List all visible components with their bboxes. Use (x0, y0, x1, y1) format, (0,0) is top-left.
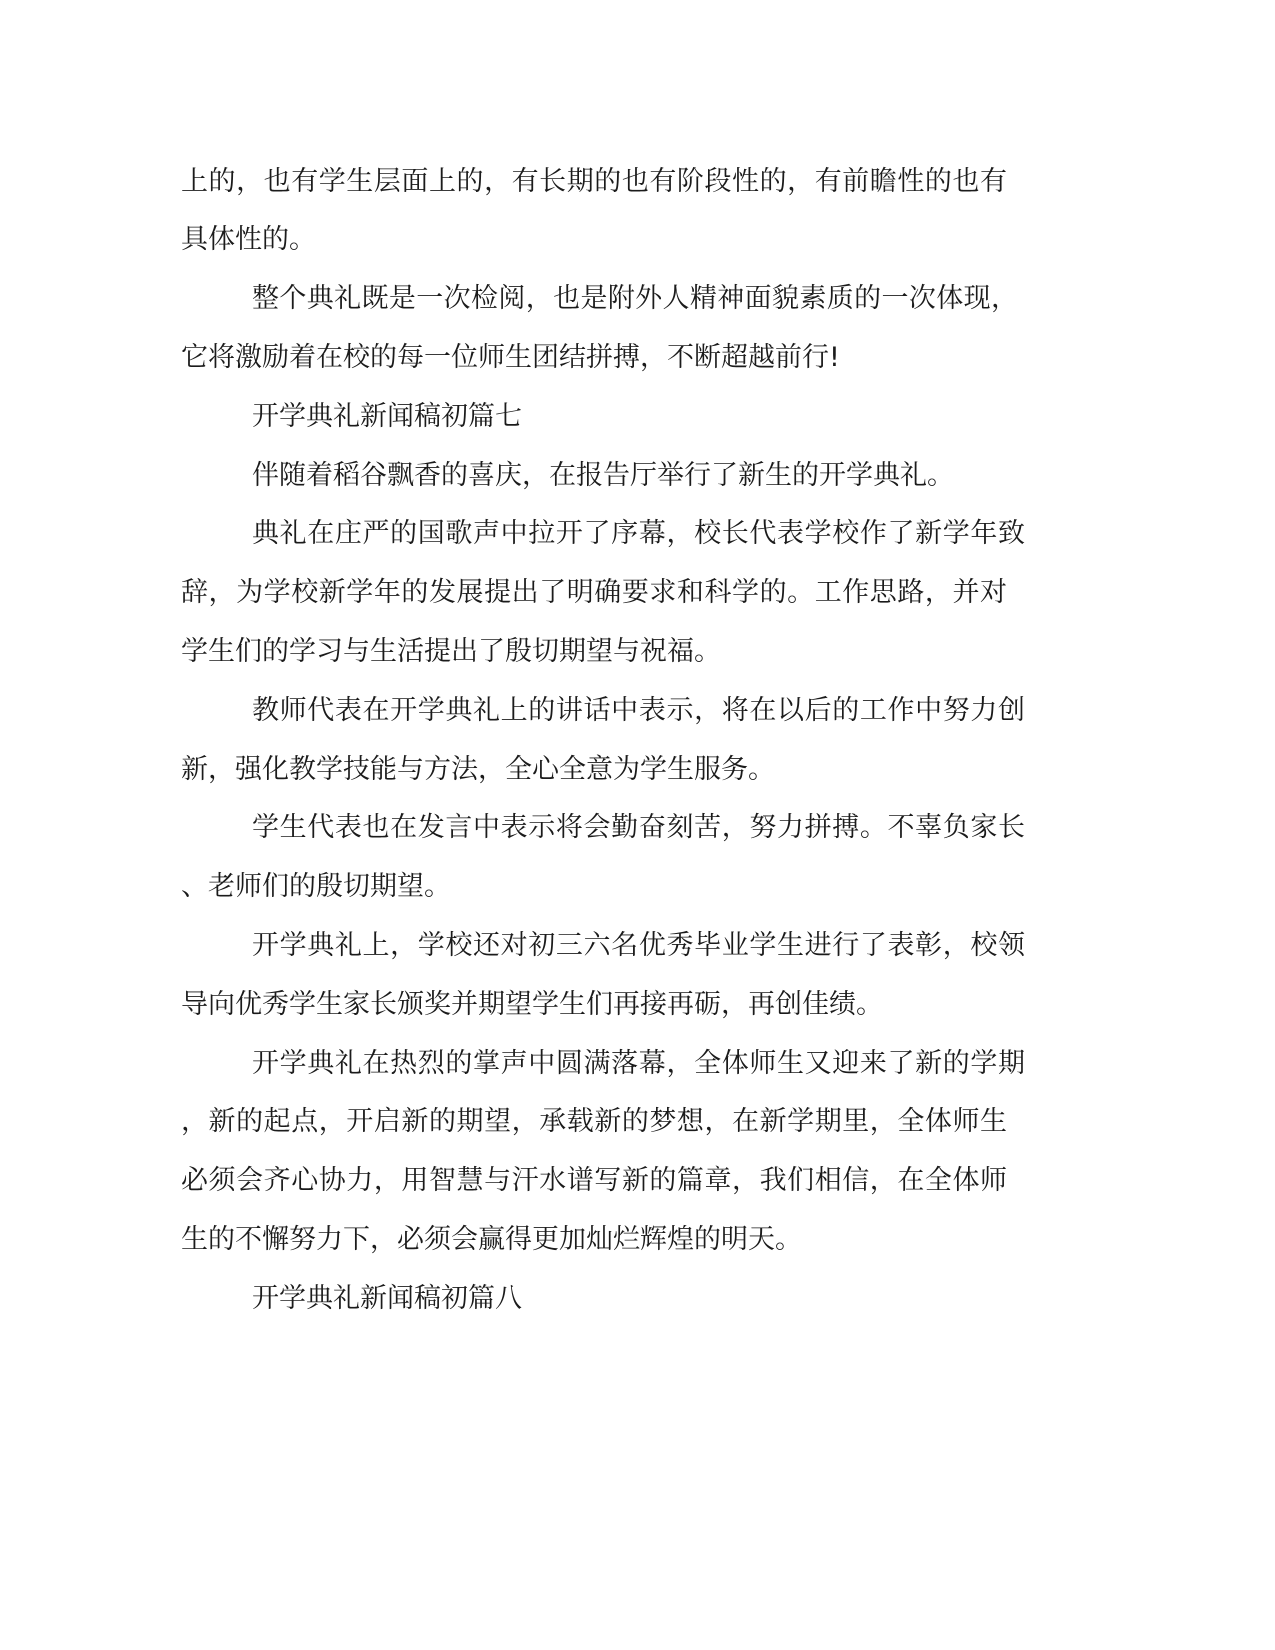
text-line-2: 具体性的。 (181, 224, 316, 255)
text-line-17: ，新的起点，开启新的期望，承载新的梦想，在新学期里，全体师生 (181, 1106, 1007, 1137)
text-line-13: 、老师们的殷切期望。 (181, 871, 451, 902)
section-heading-8: 开学典礼新闻稿初篇八 (252, 1283, 522, 1314)
text-line-6: 伴随着稻谷飘香的喜庆，在报告厅举行了新生的开学典礼。 (252, 460, 954, 491)
text-line-10: 教师代表在开学典礼上的讲话中表示，将在以后的工作中努力创 (252, 695, 1025, 726)
text-line-12: 学生代表也在发言中表示将会勤奋刻苦，努力拼搏。不辜负家长 (252, 812, 1025, 843)
text-line-3: 整个典礼既是一次检阅，也是附外人精神面貌素质的一次体现， (252, 283, 1018, 314)
text-line-14: 开学典礼上，学校还对初三六名优秀毕业学生进行了表彰，校领 (252, 930, 1025, 961)
section-heading-7: 开学典礼新闻稿初篇七 (252, 401, 522, 432)
text-line-7: 典礼在庄严的国歌声中拉开了序幕，校长代表学校作了新学年致 (252, 518, 1025, 549)
text-line-19: 生的不懈努力下，必须会赢得更加灿烂辉煌的明天。 (181, 1224, 802, 1255)
text-line-16: 开学典礼在热烈的掌声中圆满落幕，全体师生又迎来了新的学期 (252, 1048, 1025, 1079)
text-line-9: 学生们的学习与生活提出了殷切期望与祝福。 (181, 636, 721, 667)
text-line-1: 上的，也有学生层面上的，有长期的也有阶段性的，有前瞻性的也有 (181, 166, 1007, 197)
text-line-11: 新，强化教学技能与方法，全心全意为学生服务。 (181, 754, 775, 785)
text-line-18: 必须会齐心协力，用智慧与汗水谱写新的篇章，我们相信，在全体师 (181, 1165, 1007, 1196)
text-line-4: 它将激励着在校的每一位师生团结拼搏，不断超越前行! (181, 342, 840, 373)
text-line-15: 导向优秀学生家长颁奖并期望学生们再接再砺，再创佳绩。 (181, 989, 883, 1020)
text-line-8: 辞，为学校新学年的发展提出了明确要求和科学的。工作思路，并对 (181, 577, 1007, 608)
